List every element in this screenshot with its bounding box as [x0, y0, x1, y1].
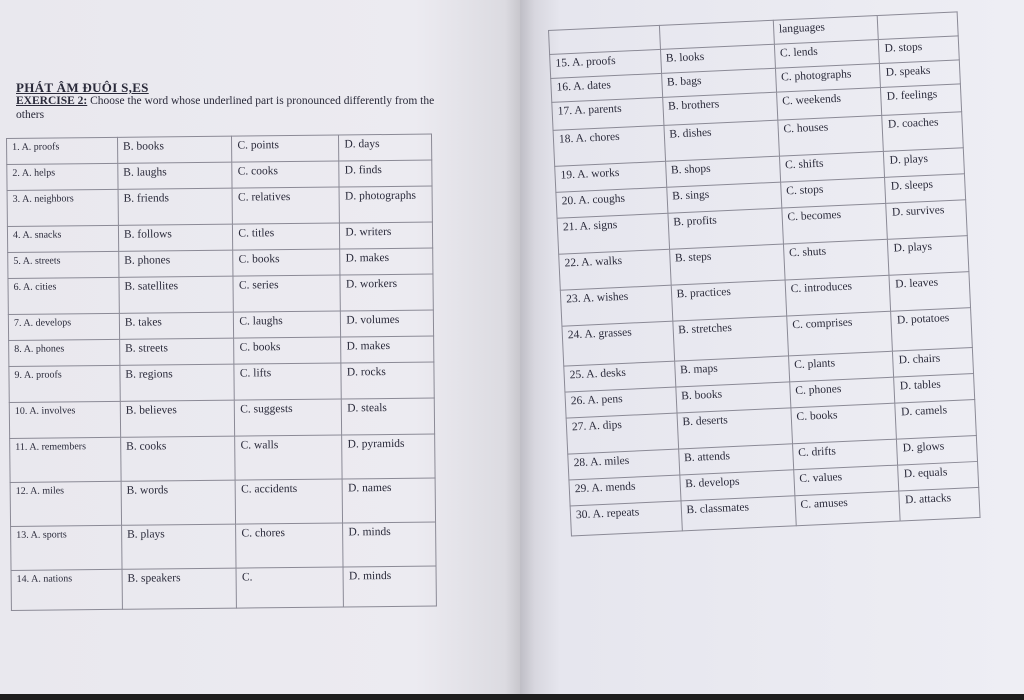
table-cell: D. coaches	[882, 112, 963, 152]
table-cell: C. becomes	[782, 203, 888, 244]
table-cell: B. bags	[661, 68, 776, 97]
table-cell: D. feelings	[881, 84, 962, 116]
table-cell: C. books	[233, 249, 340, 276]
table-cell: 19. A. works	[555, 161, 667, 192]
table-cell: D. names	[342, 478, 435, 523]
table-cell: 12. A. miles	[10, 481, 121, 526]
table-cell: D. stops	[879, 36, 960, 64]
table-cell: C. chores	[236, 523, 343, 568]
table-cell: D. minds	[343, 566, 436, 607]
table-cell: 2. A. helps	[7, 163, 118, 190]
table-row	[10, 478, 435, 526]
table-cell: C. relatives	[232, 187, 339, 224]
table-cell: B. takes	[119, 312, 234, 339]
table-cell: C. laughs	[234, 311, 341, 338]
table-cell: C. photographs	[775, 63, 881, 92]
table-cell: 14. A. nations	[11, 569, 122, 610]
table-cell: languages	[773, 16, 879, 45]
exercise-instruction	[16, 94, 446, 122]
table-cell: 16. A. dates	[551, 73, 662, 102]
table-cell: 13. A. sports	[11, 525, 122, 570]
table-cell: B. practices	[671, 280, 787, 321]
table-cell: C. walls	[235, 435, 342, 480]
table-cell: D. leaves	[889, 272, 970, 312]
table-cell: 18. A. chores	[553, 125, 665, 166]
table-cell: B. stretches	[672, 316, 788, 361]
table-row	[8, 274, 433, 314]
table-cell: 30. A. repeats	[570, 501, 682, 536]
table-cell: 27. A. dips	[566, 413, 678, 454]
table-cell: D. minds	[343, 522, 436, 567]
exercise-label: EXERCISE 2:	[16, 95, 88, 107]
table-cell: D. survives	[886, 200, 967, 240]
table-cell: B. laughs	[118, 162, 233, 189]
table-cell: B. words	[121, 480, 236, 525]
table-cell: B. cooks	[121, 436, 236, 481]
table-cell: B. brothers	[662, 92, 777, 125]
table-row	[9, 398, 434, 438]
table-cell: 8. A. phones	[9, 339, 120, 366]
table-cell: D. steals	[342, 398, 435, 435]
table-cell: B. believes	[120, 400, 235, 437]
table-cell: C. suggests	[235, 399, 342, 436]
table-cell: B. follows	[118, 224, 233, 251]
table-cell: D. writers	[340, 222, 433, 249]
table-row	[7, 186, 432, 226]
table-cell: C. values	[793, 465, 899, 496]
table-row	[11, 522, 436, 570]
table-cell: D. makes	[340, 248, 433, 275]
table-cell: C. accidents	[235, 479, 342, 524]
table-cell: C. series	[233, 275, 340, 312]
table-cell: C. stops	[780, 177, 886, 208]
table-cell: B. streets	[120, 338, 235, 365]
table-cell: B. develops	[679, 470, 794, 501]
table-cell: C. books	[791, 403, 897, 444]
table-cell: B. maps	[674, 356, 789, 387]
table-cell: D. plays	[888, 236, 969, 276]
table-cell: D. attacks	[899, 487, 980, 521]
table-cell: C.	[236, 567, 343, 608]
table-cell: D. plays	[884, 148, 965, 178]
table-cell: B. steps	[669, 244, 785, 285]
table-cell: C. amuses	[795, 491, 901, 526]
table-cell: 4. A. snacks	[7, 225, 118, 252]
table-cell: D. chairs	[893, 348, 974, 378]
table-cell: C. plants	[788, 351, 894, 382]
page-heading: PHÁT ÂM ĐUÔI S,ES	[16, 80, 149, 95]
table-row	[9, 362, 434, 402]
table-cell: D. sleeps	[885, 174, 966, 204]
table-cell: D. rocks	[341, 362, 434, 399]
table-cell: C. shifts	[779, 151, 885, 182]
table-cell: B. looks	[660, 44, 775, 73]
table-cell: B. books	[117, 136, 232, 163]
table-cell: B. profits	[667, 208, 783, 249]
table-cell: 9. A. proofs	[9, 365, 120, 402]
table-cell: 29. A. mends	[569, 475, 681, 506]
table-cell: C. weekends	[776, 87, 882, 120]
table-cell: C. points	[232, 135, 339, 162]
bottom-edge	[0, 694, 1024, 700]
table-row	[10, 434, 435, 482]
table-cell: C. books	[234, 337, 341, 364]
table-cell: B. attends	[678, 444, 793, 475]
table-cell: 25. A. desks	[564, 361, 676, 392]
table-cell: D. volumes	[341, 310, 434, 337]
table-cell: D. potatoes	[891, 308, 972, 352]
table-cell: D. speaks	[880, 60, 961, 88]
table-cell: C. phones	[789, 377, 895, 408]
table-cell: 17. A. parents	[552, 97, 664, 130]
table-cell: B. sings	[666, 182, 781, 213]
table-cell: C. drifts	[792, 439, 898, 470]
table-cell: 23. A. wishes	[560, 285, 672, 326]
table-cell: D. camels	[895, 400, 976, 440]
right-exercise-table	[548, 11, 981, 536]
table-cell: B. classmates	[681, 496, 796, 531]
table-cell: D. days	[339, 134, 432, 161]
table-cell: 21. A. signs	[557, 213, 669, 254]
exercise-text: Choose the word whose underlined part is pronounced differently from the others	[16, 95, 435, 121]
table-cell: D. pyramids	[342, 434, 435, 479]
table-cell: B. regions	[120, 364, 235, 401]
table-cell: D. finds	[339, 160, 432, 187]
book-spine	[505, 0, 535, 700]
table-cell: B. plays	[121, 524, 236, 569]
table-cell: 28. A. miles	[568, 449, 680, 480]
table-cell: 10. A. involves	[9, 401, 120, 438]
table-cell: 11. A. remembers	[10, 437, 121, 482]
table-cell: D. tables	[894, 374, 975, 404]
table-cell: 1. A. proofs	[7, 137, 118, 164]
table-cell: B. satellites	[119, 276, 234, 313]
table-cell: 3. A. neighbors	[7, 189, 118, 226]
left-exercise-table	[6, 134, 437, 611]
table-cell: B. speakers	[122, 568, 237, 609]
table-cell	[878, 12, 959, 40]
table-cell: C. lends	[774, 40, 880, 69]
table-cell: C. lifts	[234, 363, 341, 400]
table-cell: C. introduces	[785, 275, 891, 316]
table-cell: C. titles	[233, 223, 340, 250]
table-cell: 6. A. cities	[8, 277, 119, 314]
table-cell: 7. A. develops	[8, 313, 119, 340]
table-cell: 15. A. proofs	[550, 49, 661, 78]
table-cell: D. glows	[897, 435, 978, 465]
table-cell: 26. A. pens	[565, 387, 677, 418]
table-cell: D. workers	[340, 274, 433, 311]
table-cell: B. deserts	[677, 408, 793, 449]
table-cell: D. equals	[898, 461, 979, 491]
table-cell: B. books	[675, 382, 790, 413]
table-cell: 24. A. grasses	[562, 321, 674, 366]
table-cell: D. photographs	[339, 186, 432, 223]
table-cell: B. friends	[118, 188, 233, 225]
table-cell: 5. A. streets	[8, 251, 119, 278]
table-cell: C. shuts	[783, 239, 889, 280]
table-cell: B. dishes	[663, 120, 779, 161]
table-cell: 20. A. coughs	[556, 187, 668, 218]
table-cell: 22. A. walks	[559, 249, 671, 290]
table-cell: C. cooks	[232, 161, 339, 188]
table-row	[11, 566, 436, 610]
table-cell: D. makes	[341, 336, 434, 363]
table-cell: C. houses	[778, 115, 884, 156]
table-cell: B. shops	[665, 156, 780, 187]
table-cell: C. comprises	[786, 311, 892, 356]
table-cell: B. phones	[119, 250, 234, 277]
